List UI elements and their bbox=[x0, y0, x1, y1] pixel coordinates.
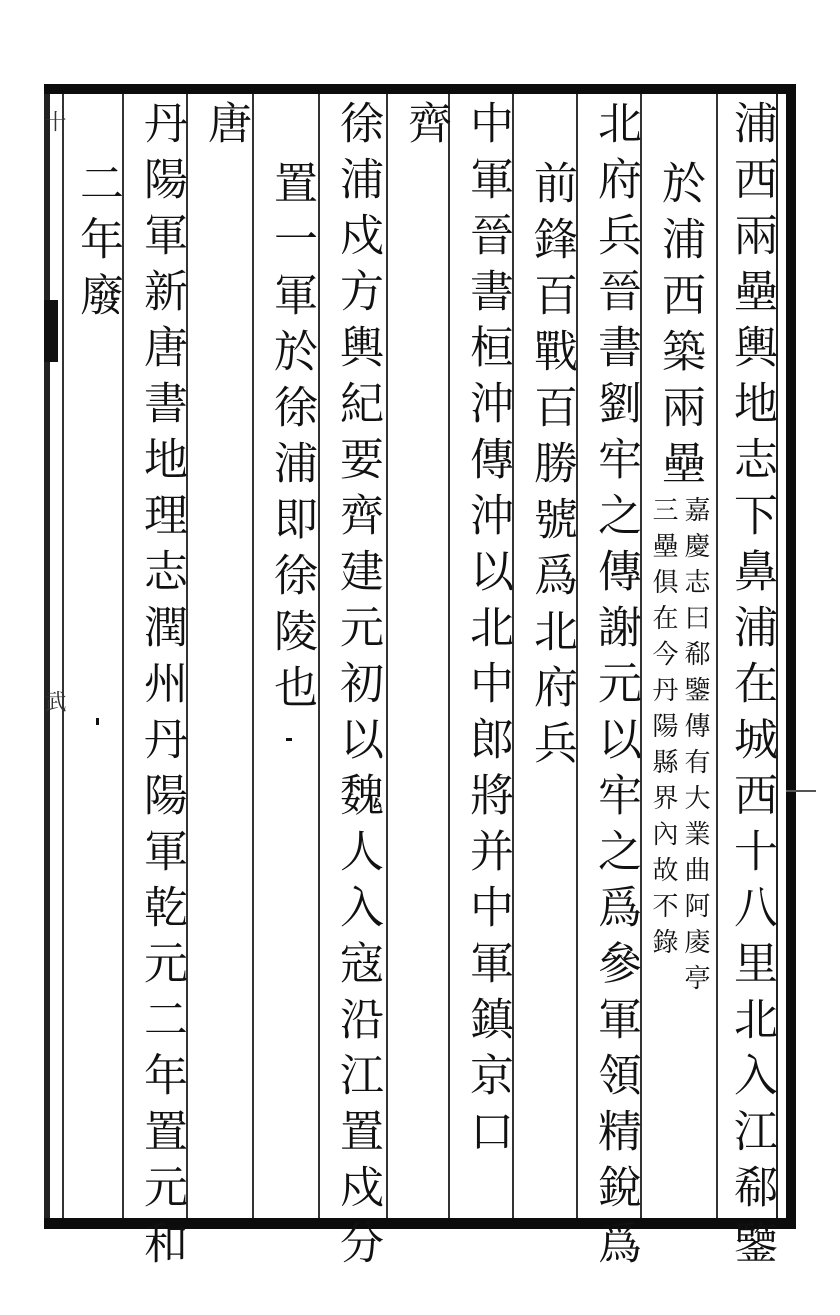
text-column-5: 中軍晉書桓沖傳沖以北中郎將并中軍鎮京口 bbox=[462, 100, 513, 1164]
frame-right-border bbox=[786, 84, 796, 1229]
column-rule bbox=[252, 94, 254, 1218]
column-rule bbox=[448, 94, 450, 1218]
margin-char-top: 十 bbox=[41, 110, 66, 142]
fish-tail-mark bbox=[44, 300, 58, 362]
ink-mark bbox=[96, 718, 99, 725]
section-heading-qi: 齊 bbox=[400, 100, 451, 156]
text-column-8: 丹陽軍新唐書地理志潤州丹陽軍乾元二年置元和 bbox=[136, 100, 187, 1276]
section-heading-tang: 唐 bbox=[200, 100, 251, 156]
margin-char-bottom: 武 bbox=[41, 690, 66, 722]
text-column-4: 前鋒百戰百勝號爲北府兵 bbox=[526, 160, 577, 776]
text-column-3: 北府兵晉書劉牢之傳謝元以牢之爲參軍領精銳爲 bbox=[590, 100, 641, 1276]
annotation-right: 嘉慶志曰郗鑒傳有大業曲阿庱亭 bbox=[680, 496, 710, 1000]
column-rule bbox=[62, 94, 64, 1218]
text-column-2: 於浦西築兩壘 bbox=[654, 160, 705, 496]
left-edge-line bbox=[44, 94, 50, 1218]
ink-mark bbox=[786, 790, 816, 792]
text-column-9: 二年廢 bbox=[72, 160, 123, 328]
ink-mark bbox=[286, 738, 292, 741]
column-rule bbox=[386, 94, 388, 1218]
annotation-left: 三壘俱在今丹陽縣界內故不錄 bbox=[648, 496, 678, 964]
column-rule bbox=[716, 94, 718, 1218]
text-column-6: 徐浦戍方輿紀要齊建元初以魏人入寇沿江置戍分 bbox=[332, 100, 383, 1276]
text-column-7: 置一軍於徐浦即徐陵也 bbox=[266, 160, 317, 720]
text-column-1: 浦西兩壘輿地志下鼻浦在城西十八里北入江郗鑒 bbox=[726, 100, 777, 1276]
frame-top-border bbox=[44, 84, 796, 94]
